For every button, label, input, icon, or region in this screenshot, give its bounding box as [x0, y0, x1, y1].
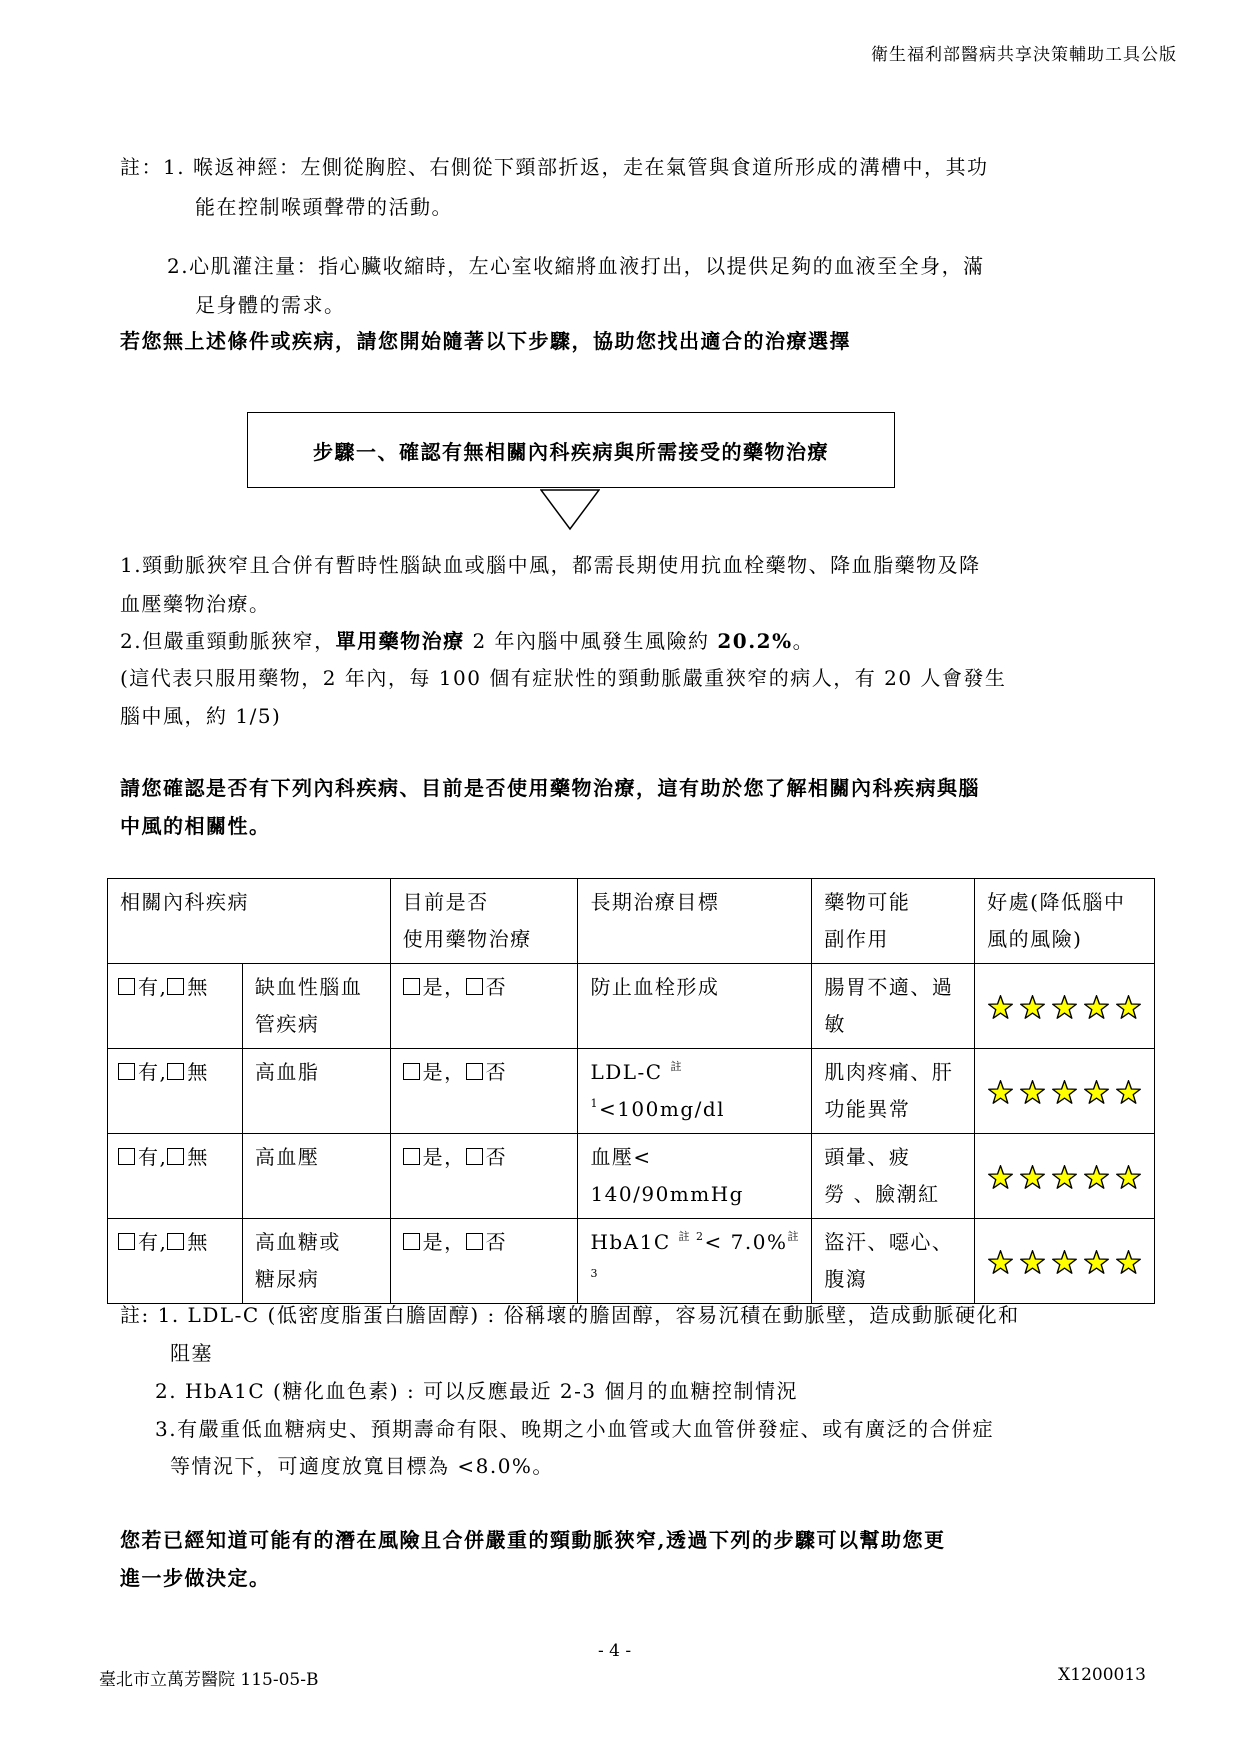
para-2 — [120, 625, 814, 654]
bottom-note-3-line-2: 等情況下，可適度放寬目標為 <8.0%。 — [170, 1454, 554, 1478]
yes-checkbox[interactable] — [118, 1148, 135, 1165]
is-checkbox[interactable] — [403, 1233, 420, 1250]
confirm-line-2: 中風的相關性。 — [120, 814, 271, 838]
star-icon — [987, 1079, 1014, 1106]
using-med-cell: 是， 否 — [390, 1049, 578, 1134]
disease-table — [107, 878, 1155, 1304]
is-checkbox[interactable] — [403, 1148, 420, 1165]
note-1-line-2: 能在控制喉頭聲帶的活動。 — [195, 195, 453, 219]
table-header-row — [108, 879, 1155, 964]
down-arrow-icon — [540, 489, 600, 531]
has-disease-cell: 有, 無 — [108, 1134, 243, 1219]
star-icon — [1019, 994, 1046, 1021]
bottom-note-2: 2. HbA1C (糖化血色素) : 可以反應最近 2-3 個月的血糖控制情況 — [155, 1379, 798, 1403]
intro-heading: 若您無上述條件或疾病，請您開始隨著以下步驟，協助您找出適合的治療選擇 — [120, 329, 851, 353]
not-checkbox[interactable] — [466, 1063, 483, 1080]
footer-hospital: 臺北市立萬芳醫院 115-05-B — [99, 1670, 319, 1690]
table-row — [108, 964, 1155, 1049]
benefit-stars — [975, 964, 1155, 1049]
side-effect-cell: 腸胃不適、過 敏 — [812, 964, 975, 1049]
para-2-c: 2 年內腦中風發生風險約 — [464, 629, 718, 653]
table-row — [108, 1134, 1155, 1219]
para-2-e: 。 — [792, 629, 815, 653]
para-2-b: 單用藥物治療 — [335, 629, 465, 653]
closing-line-2: 進一步做決定。 — [120, 1566, 271, 1590]
note-2-line-1: 2.心肌灌注量：指心臟收縮時，左心室收縮將血液打出，以提供足夠的血液至全身，滿 — [167, 254, 985, 278]
benefit-stars — [975, 1219, 1155, 1304]
side-effect-cell: 頭暈、疲 勞 、臉潮紅 — [812, 1134, 975, 1219]
star-icon — [987, 1249, 1014, 1276]
goal-cell: 防止血栓形成 — [578, 964, 812, 1049]
header-goal: 長期治療目標 — [578, 879, 812, 964]
not-checkbox[interactable] — [466, 1233, 483, 1250]
star-icon — [1083, 1164, 1110, 1191]
using-med-cell: 是， 否 — [390, 1134, 578, 1219]
star-icon — [987, 994, 1014, 1021]
star-icon — [1019, 1164, 1046, 1191]
star-icon — [1083, 1249, 1110, 1276]
is-checkbox[interactable] — [403, 978, 420, 995]
page-number: - 4 - — [598, 1641, 632, 1661]
side-effect-cell: 盜汗、噁心、 腹瀉 — [812, 1219, 975, 1304]
closing-line-1: 您若已經知道可能有的潛在風險且合併嚴重的頸動脈狹窄,透過下列的步驟可以幫助您更 — [120, 1528, 946, 1552]
para-2-a: 2.但嚴重頸動脈狹窄， — [120, 629, 336, 653]
not-checkbox[interactable] — [466, 1148, 483, 1165]
benefit-stars — [975, 1049, 1155, 1134]
step1-label: 步驟一、確認有無相關內科疾病與所需接受的藥物治療 — [313, 439, 829, 464]
star-icon — [1019, 1249, 1046, 1276]
goal-cell: HbA1C $^{註 2}$< 7.0%$^{註 3}$ — [578, 1219, 812, 1304]
star-icon — [987, 1164, 1014, 1191]
star-icon — [1083, 994, 1110, 1021]
has-disease-cell: 有, 無 — [108, 1219, 243, 1304]
star-icon — [1051, 994, 1078, 1021]
no-checkbox[interactable] — [167, 1148, 184, 1165]
is-checkbox[interactable] — [403, 1063, 420, 1080]
header-benefit: 好處(降低腦中 風的風險) — [975, 879, 1155, 964]
table-row — [108, 1219, 1155, 1304]
step1-box — [247, 412, 895, 488]
bottom-note-1-line-1: 註: 1. LDL-C (低密度脂蛋白膽固醇) : 俗稱壞的膽固醇，容易沉積在動脈壁，造成動脈硬化和 — [120, 1303, 1020, 1327]
para-3-line-2: 腦中風，約 1/5) — [120, 704, 282, 728]
using-med-cell: 是， 否 — [390, 1219, 578, 1304]
goal-cell: 血壓< 140/90mmHg — [578, 1134, 812, 1219]
has-disease-cell: 有, 無 — [108, 964, 243, 1049]
star-icon — [1051, 1249, 1078, 1276]
star-icon — [1115, 994, 1142, 1021]
note-2-line-2: 足身體的需求。 — [195, 293, 346, 317]
has-disease-cell: 有, 無 — [108, 1049, 243, 1134]
star-icon — [1051, 1164, 1078, 1191]
star-icon — [1115, 1249, 1142, 1276]
no-checkbox[interactable] — [167, 1233, 184, 1250]
header-side-effect: 藥物可能 副作用 — [812, 879, 975, 964]
star-icon — [1019, 1079, 1046, 1106]
goal-cell: LDL-C $^{註 1}$<100mg/dl — [578, 1049, 812, 1134]
header-disease: 相關內科疾病 — [108, 879, 391, 964]
disease-name: 高血脂 — [242, 1049, 390, 1134]
footer-code: X1200013 — [1058, 1665, 1146, 1685]
star-icon — [1051, 1079, 1078, 1106]
disease-name: 高血糖或 糖尿病 — [242, 1219, 390, 1304]
not-checkbox[interactable] — [466, 978, 483, 995]
para-3-line-1: (這代表只服用藥物，2 年內，每 100 個有症狀性的頸動脈嚴重狹窄的病人，有 20 人會發生 — [120, 666, 1007, 690]
header-using: 目前是否 使用藥物治療 — [390, 879, 578, 964]
para-2-risk-value: 20.2% — [717, 629, 793, 653]
disease-name: 缺血性腦血 管疾病 — [242, 964, 390, 1049]
benefit-stars — [975, 1134, 1155, 1219]
star-icon — [1115, 1164, 1142, 1191]
confirm-line-1: 請您確認是否有下列內科疾病、目前是否使用藥物治療，這有助於您了解相關內科疾病與腦 — [120, 776, 980, 800]
para-1-line-2: 血壓藥物治療。 — [120, 592, 271, 616]
bottom-note-1-line-2: 阻塞 — [170, 1341, 213, 1365]
yes-checkbox[interactable] — [118, 1063, 135, 1080]
yes-checkbox[interactable] — [118, 978, 135, 995]
using-med-cell: 是， 否 — [390, 964, 578, 1049]
no-checkbox[interactable] — [167, 1063, 184, 1080]
note-1-line-1: 註：1. 喉返神經：左側從胸腔、右側從下頸部折返，走在氣管與食道所形成的溝槽中，其功 — [120, 155, 989, 179]
para-1-line-1: 1.頸動脈狹窄且合併有暫時性腦缺血或腦中風，都需長期使用抗血栓藥物、降血脂藥物及降 — [120, 553, 981, 577]
no-checkbox[interactable] — [167, 978, 184, 995]
table-row — [108, 1049, 1155, 1134]
star-icon — [1115, 1079, 1142, 1106]
disease-name: 高血壓 — [242, 1134, 390, 1219]
document-header: 衛生福利部醫病共享決策輔助工具公版 — [871, 45, 1177, 65]
side-effect-cell: 肌肉疼痛、肝 功能異常 — [812, 1049, 975, 1134]
yes-checkbox[interactable] — [118, 1233, 135, 1250]
star-icon — [1083, 1079, 1110, 1106]
bottom-note-3-line-1: 3.有嚴重低血糖病史、預期壽命有限、晚期之小血管或大血管併發症、或有廣泛的合併症 — [155, 1417, 995, 1441]
